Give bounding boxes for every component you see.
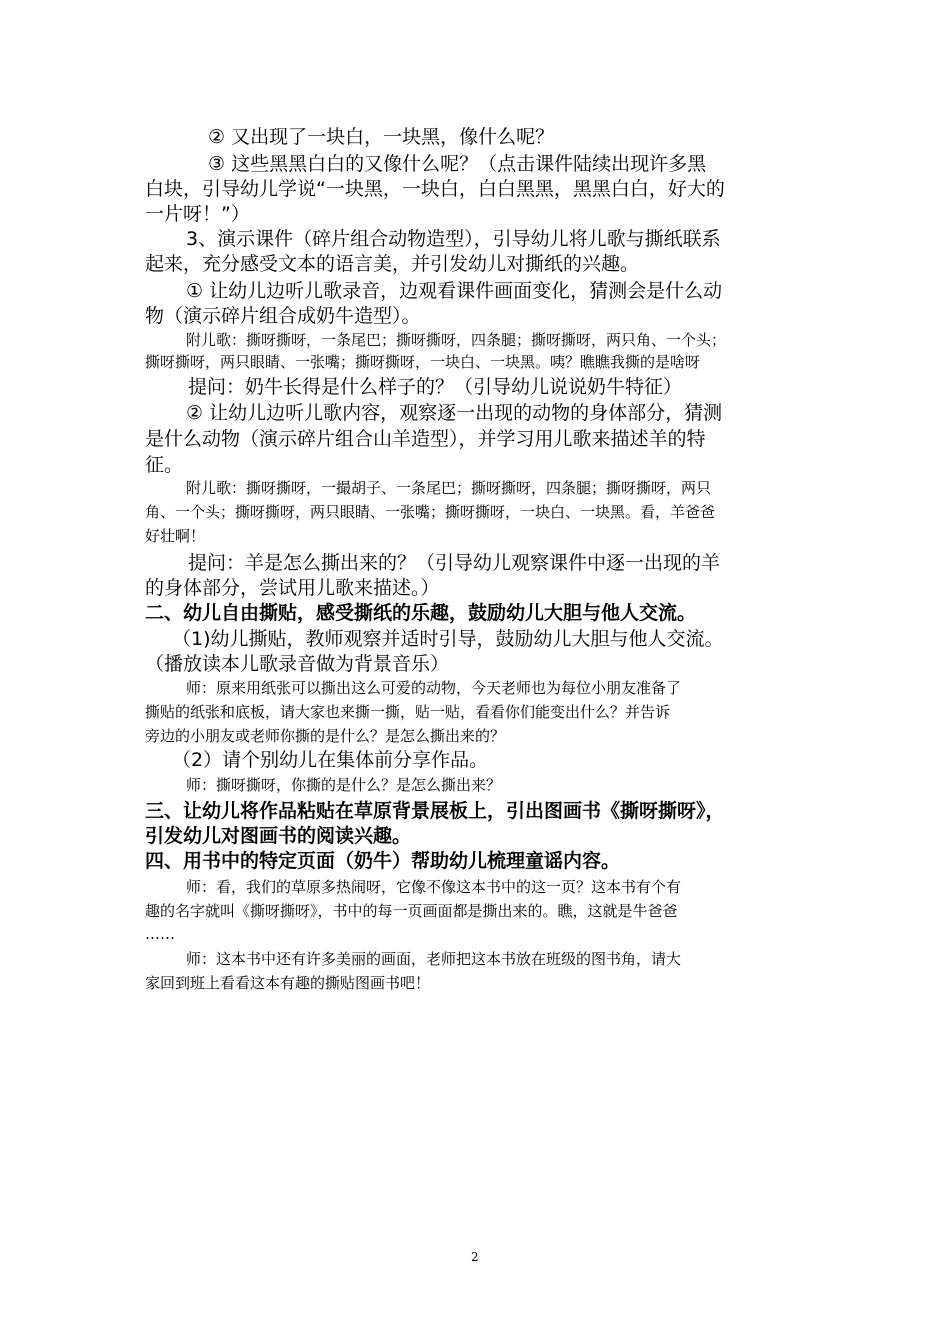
text-line: （播放读本儿歌录音做为背景音乐） — [145, 653, 450, 675]
section-heading: 二、幼儿自由撕贴，感受撕纸的乐趣，鼓励幼儿大胆与他人交流。 — [145, 602, 697, 624]
text-line: ② 让幼儿边听儿歌内容，观察逐一出现的动物的身体部分，猜测 — [186, 402, 723, 424]
text-line: 是什么动物（演示碎片组合山羊造型），并学习用儿歌来描述羊的特 — [145, 428, 706, 450]
teacher-line: 家回到班上看看这本有趣的撕贴图画书吧！ — [145, 974, 431, 992]
teacher-line: 旁边的小朋友或老师你撕的是什么？是怎么撕出来的？ — [145, 727, 506, 745]
song-line: 附儿歌：撕呀撕呀，一撮胡子、一条尾巴；撕呀撕呀，四条腿；撕呀撕呀，两只 — [186, 479, 712, 497]
text-line: 提问：羊是怎么撕出来的？（引导幼儿观察课件中逐一出现的羊 — [188, 552, 721, 574]
page-number: 2 — [471, 1250, 479, 1264]
teacher-line: 师：看，我们的草原多热闹呀，它像不像这本书中的这一页？这本书有个有 — [186, 878, 682, 896]
teacher-line: 撕贴的纸张和底板，请大家也来撕一撕，贴一贴，看看你们能变出什么？并告诉 — [145, 703, 671, 721]
song-line: 好壮啊！ — [145, 527, 206, 545]
text-line: 的身体部分，尝试用儿歌来描述。） — [145, 577, 440, 599]
text-line: 提问：奶牛长得是什么样子的？（引导幼儿说说奶牛特征） — [188, 376, 683, 398]
text-line: 白块，引导幼儿学说“一块黑，一块白，白白黑黑，黑黑白白，好大的 — [145, 178, 725, 200]
section-heading: 三、让幼儿将作品粘贴在草原背景展板上，引出图画书《撕呀撕呀》， — [145, 800, 725, 822]
teacher-line: 师：撕呀撕呀，你撕的是什么？是怎么撕出来？ — [186, 776, 502, 794]
text-line: （2）请个别幼儿在集体前分享作品。 — [172, 749, 489, 771]
text-line: 起来，充分感受文本的语言美，并引发幼儿对撕纸的兴趣。 — [145, 253, 640, 275]
song-line: 角、一个头；撕呀撕呀，两只眼睛、一张嘴；撕呀撕呀，一块白、一块黑。看，羊爸爸 — [145, 503, 716, 521]
teacher-line: 师：这本书中还有许多美丽的画面，老师把这本书放在班级的图书角，请大 — [186, 950, 682, 968]
text-line: 物（演示碎片组合成奶牛造型）。 — [145, 305, 421, 327]
teacher-line: 趣的名字就叫《撕呀撕呀》，书中的每一页画面都是撕出来的。瞧，这就是牛爸爸 — [145, 902, 678, 920]
text-line: ③ 这些黑黑白白的又像什么呢？（点击课件陆续出现许多黑 — [208, 153, 707, 175]
section-heading: 四、用书中的特定页面（奶牛）帮助幼儿梳理童谣内容。 — [145, 850, 621, 872]
teacher-line: 师：原来用纸张可以撕出这么可爱的动物，今天老师也为每位小朋友准备了 — [186, 679, 682, 697]
text-line: 3、演示课件（碎片组合动物造型），引导幼儿将儿歌与撕纸联系 — [186, 228, 721, 250]
text-line: ① 让幼儿边听儿歌录音，边观看课件画面变化，猜测会是什么动 — [186, 280, 723, 302]
teacher-line: …… — [145, 925, 175, 943]
text-line: ② 又出现了一块白，一块黑，像什么呢？ — [208, 126, 555, 148]
section-heading: 引发幼儿对图画书的阅读兴趣。 — [145, 825, 412, 847]
song-line: 附儿歌：撕呀撕呀，一条尾巴；撕呀撕呀，四条腿；撕呀撕呀，两只角、一个头； — [186, 331, 727, 349]
text-line: 征。 — [145, 454, 184, 476]
text-line: 一片呀！”） — [145, 203, 250, 225]
song-line: 撕呀撕呀，两只眼睛、一张嘴；撕呀撕呀，一块白、一块黑。咦？瞧瞧我撕的是啥呀 — [145, 353, 701, 371]
text-line: （1)幼儿撕贴，教师观察并适时引导，鼓励幼儿大胆与他人交流。 — [172, 628, 724, 650]
